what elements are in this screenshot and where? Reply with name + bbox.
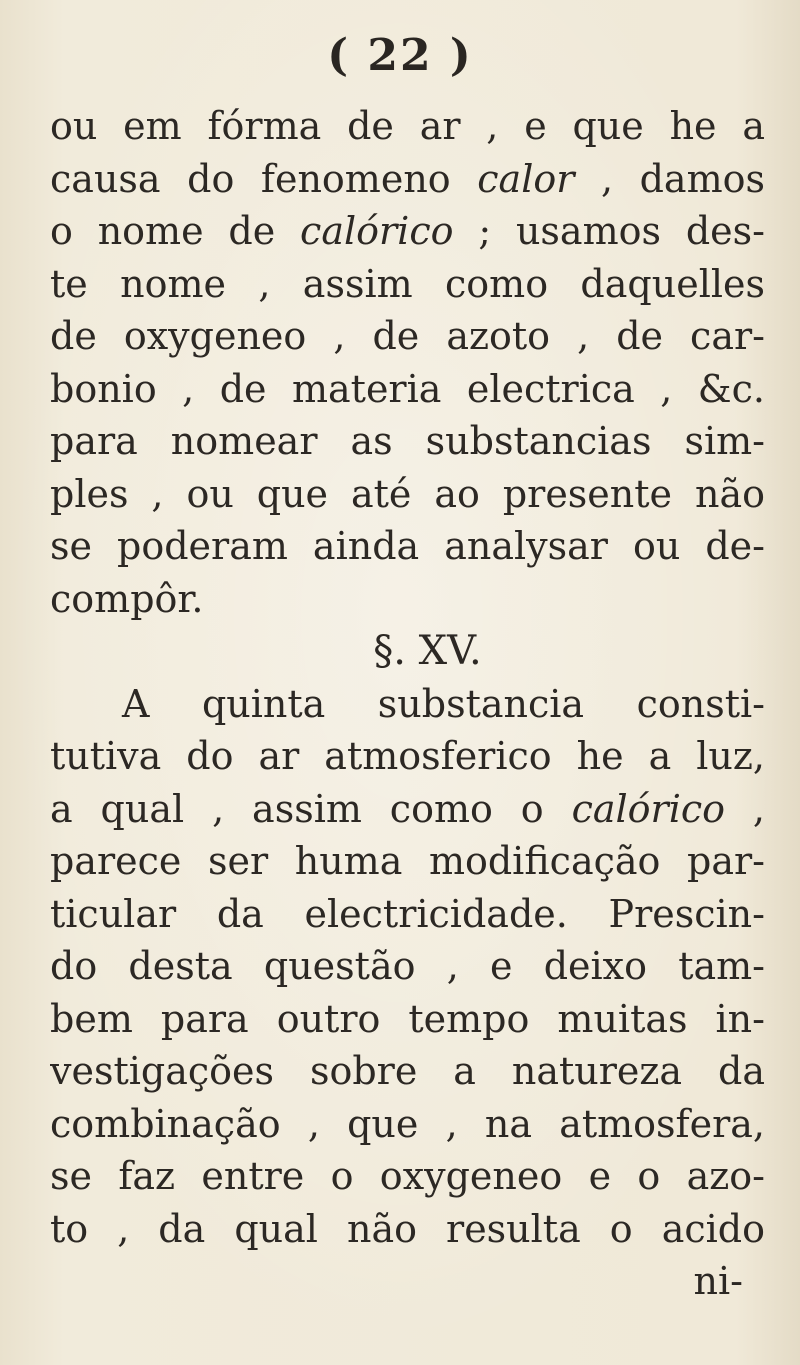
text-line: to , da qual não resulta o acido — [50, 1206, 765, 1251]
text-line: te nome , assim como daquelles — [50, 261, 765, 306]
text-line: parece ser huma modificação par- — [50, 839, 765, 883]
text-line: se faz entre o oxygeneo e o azo- — [50, 1154, 765, 1198]
text-line: vestigações sobre a natureza da — [50, 1049, 765, 1093]
text-line: bem para outro tempo muitas in- — [50, 996, 765, 1041]
text-line: ples , ou que até ao presente não — [50, 471, 765, 516]
text-line: o nome de calórico ; usamos des- — [50, 209, 765, 253]
page-number: ( 22 ) — [327, 30, 473, 81]
text-line: se poderam ainda analysar ou de- — [50, 524, 765, 568]
text-line: combinação , que , na atmosfera, — [50, 1101, 765, 1146]
emphasis-term: calórico — [571, 786, 726, 831]
text-line: ticular da electricidade. Prescin- — [50, 891, 765, 936]
catchword: ni- — [693, 1259, 743, 1303]
text-block — [50, 100, 765, 1308]
text-line: bonio , de materia electrica , &c. — [50, 366, 765, 411]
emphasis-term: calor — [477, 156, 575, 201]
emphasis-term: calórico — [300, 209, 454, 253]
text-line: compôr. — [50, 576, 204, 621]
text-line: de oxygeneo , de azoto , de car- — [50, 314, 765, 358]
section-heading: §. XV. — [373, 628, 482, 674]
text-line: a qual , assim como o calórico , — [50, 786, 765, 831]
text-line: tutiva do ar atmosferico he a luz, — [50, 734, 765, 778]
text-line: do desta questão , e deixo tam- — [50, 944, 765, 988]
text-line: causa do fenomeno calor , damos — [50, 156, 765, 201]
text-line: ou em fórma de ar , e que he a — [50, 104, 765, 148]
text-line: A quinta substancia consti- — [122, 681, 765, 726]
text-line: para nomear as substancias sim- — [50, 419, 765, 463]
